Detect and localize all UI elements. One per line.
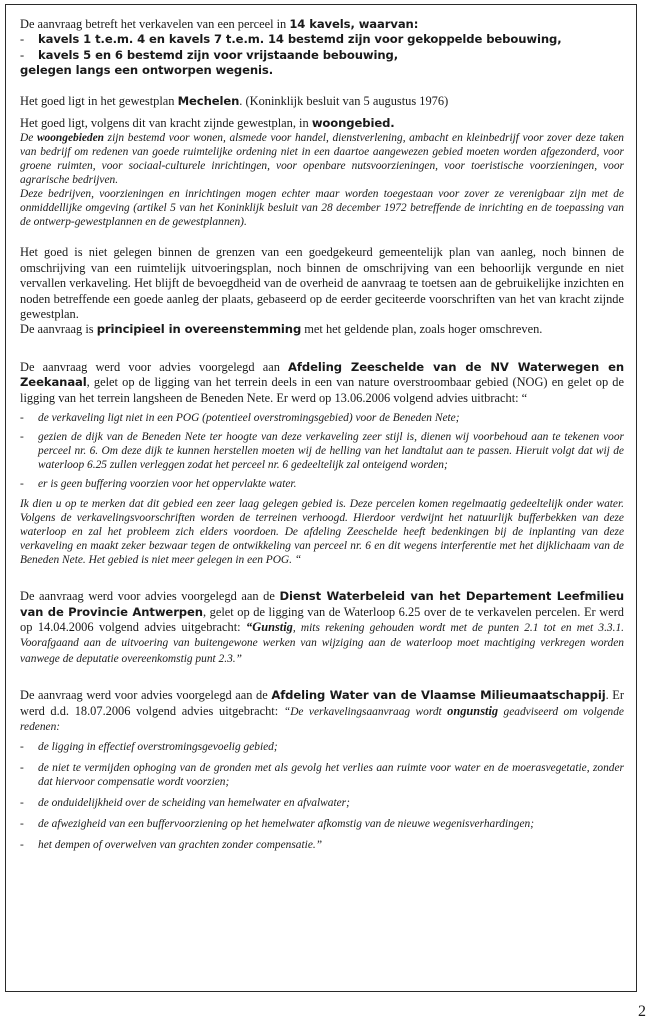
vmm-item: - het dempen of overwelven van grachten zonder compensatie.” (20, 839, 323, 852)
vmm-item: - de afwezigheid van een buffervoorziening op het hemelwater afkomstig van de nieuwe wegenisverhardingen; (20, 818, 535, 831)
kavels-count: 14 kavels (289, 17, 351, 31)
vmm-item: - de ligging in effectief overstromingsgevoelig gebied; (20, 741, 278, 754)
gewestplan-name: Mechelen (177, 93, 240, 108)
page-number: 2 (638, 1003, 646, 1020)
woongebied-restriction: Deze bedrijven, voorzieningen en inrichtingen mogen echter maar worden toegestaan voor zover ze verenigbaar zijn met de onmiddellijke omgeving (artikel 5 van het Koninklijk besluit van 28 december 1972 betreffende de inrichting en de toepassing van de ontwerp-gewestplannen en de gewestplannen). (20, 188, 624, 229)
waterbeleid-name: Dienst Waterbeleid van het Departement Leefmilieu van de Provincie Antwerpen (20, 589, 625, 619)
vmm-item: - de onduidelijkheid over de scheiding van hemelwater en afvalwater; (20, 797, 350, 810)
list-item: - kavels 5 en 6 bestemd zijn voor vrijstaande bebouwing, (20, 48, 624, 63)
vmm-paragraph: De aanvraag werd voor advies voorgelegd aan de Afdeling Water van de Vlaamse Milieumaatschappij. Er werd d.d. 18.07.2006 volgend advies uitgebracht: “De verkavelingsaanvraag wordt ongunstig geadviseerd om volgende redenen: (20, 688, 624, 733)
zeeschelde-item: - de verkaveling ligt niet in een POG (potentieel overstromingsgebied) voor de Beneden Nete; (20, 412, 460, 425)
zeeschelde-item: - gezien de dijk van de Beneden Nete ter hoogte van deze verkaveling zeer stijl is, dienen wij voorbehoud aan te tekenen voor perceel nr. 6. Om deze dijk te kunnen herstellen moeten wij de helling van het landtalut aan te passen. Hieruit volgt dat wij de waterloop 6.25 zullen verleggen zodat het perceel nr. 6 gedeeltelijk zal onteigend worden; (20, 431, 624, 472)
vmm-item: - de niet te vermijden ophoging van de gronden met als gevolg het verlies aan ruimte voor water en de moerasvegetatie, zonder dat hiervoor compensatie wordt voorzien; (20, 762, 624, 789)
woongebied-definition: De woongebieden zijn bestemd voor wonen, alsmede voor handel, dienstverlening, ambacht en kleinbedrijf voor zover deze taken van bedrijf om redenen van goede ruimtelijke ordening niet in een daartoe aangewezen gebied moeten worden afgezonderd, voor groene ruimten, voor sociaal-culturele inrichtingen, voor openbare nutsvoorzieningen, voor toeristische voorzieningen, voor agrarische bedrijven. (20, 132, 624, 187)
intro-paragraph (20, 17, 624, 32)
document-body (20, 17, 624, 852)
gunstig-label: “Gunstig (246, 619, 293, 634)
zeeschelde-closing: Ik dien u op te merken dat dit gebied een zeer laag gelegen gebied is. Deze percelen komen regelmaatig gedeeltelijk onder water. Volgens de verkavelingsvoorschriften worden de terreinen verhoogd. Hierdoor verdwijnt het natuurlijk bufferbekken van deze waterloop en zal het probleem zich elders voordoen. De afdeling Zeeschelde heeft bedenkingen bij de inplanting van deze verkaveling en maakt zeker bezwaar tegen de ontwikkeling van perceel nr. 6 en dit wegens interferentie met het dijklichaam van de Beneden Nete. Het gebied is niet meer gelegen in een POG. “ (20, 498, 624, 567)
kavels-item-2: kavels 5 en 6 bestemd zijn voor vrijstaande bebouwing, (38, 47, 399, 62)
woongebied-label: woongebied. (311, 116, 395, 131)
plan-paragraph: Het goed is niet gelegen binnen de grenzen van een goedgekeurd gemeentelijk plan van aanleg, noch binnen de omschrijving van een ruimtelijk uitvoeringsplan, noch binnen de omschrijving van een behoorlijk vergunde en niet vervallen verkaveling. Het blijft de bevoegdheid van de overheid de aanvraag te toetsen aan de gebruikelijke inzichten en noden betreffende een goede aanleg der plaats, gebaseerd op de eerder geciteerde voorschriften van het van kracht zijnde gewestplan. (20, 245, 624, 322)
document-frame (5, 4, 637, 992)
intro-text: De aanvraag betreft het verkavelen van een perceel in (20, 17, 290, 31)
zeeschelde-item: - er is geen buffering voorzien voor het oppervlakte water. (20, 478, 297, 491)
intro-suffix: , waarvan: (350, 17, 419, 31)
ongunstig-label: ongunstig (447, 703, 499, 718)
zeeschelde-name: Afdeling Zeeschelde van de NV Waterwegen en Zeekanaal (20, 359, 625, 390)
gewestplan-paragraph: Het goed ligt in het gewestplan Mechelen. (Koninklijk besluit van 5 augustus 1976) (20, 93, 449, 108)
conformity-label: principieel in overeenstemming (96, 322, 302, 337)
vmm-name: Afdeling Water van de Vlaamse Milieumaatschappij (271, 688, 606, 703)
zeeschelde-paragraph: De aanvraag werd voor advies voorgelegd aan Afdeling Zeeschelde van de NV Waterwegen en Zeekanaal, gelet op de ligging van het terrein deels in een van nature overstroombaar gebied (NOG) en gelet op de ligging van het terrein langsheen de Beneden Nete. Er werd op 13.06.2006 volgend advies uitbracht: “ (20, 359, 625, 405)
kavels-item-3: gelegen langs een ontworpen wegenis. (20, 63, 274, 78)
woongebied-paragraph: Het goed ligt, volgens dit van kracht zijnde gewestplan, in woongebied. (20, 116, 395, 131)
kavels-item-1: kavels 1 t.e.m. 4 en kavels 7 t.e.m. 14 bestemd zijn voor gekoppelde bebouwing, (38, 32, 562, 47)
conclusion-line: De aanvraag is principieel in overeenstemming met het geldende plan, zoals hoger omschreven. (20, 322, 543, 337)
waterbeleid-paragraph: De aanvraag werd voor advies voorgelegd aan de Dienst Waterbeleid van het Departement Leefmilieu van de Provincie Antwerpen, gelet op de ligging van de Waterloop 6.25 over de te verkavelen percelen. Er werd op 14.04.2006 volgend advies uitgebracht: “Gunstig, mits rekening gehouden wordt met de punten 2.1 tot en met 3.3.1. Voorafgaand aan de uitvoering van buitengewone werken van wijziging aan de waterloop moet machtiging verkregen worden vanwege de deputatie overeenkomstig punt 2.3.” (20, 589, 625, 665)
list-item: - kavels 1 t.e.m. 4 en kavels 7 t.e.m. 14 bestemd zijn voor gekoppelde bebouwing, (20, 32, 624, 47)
